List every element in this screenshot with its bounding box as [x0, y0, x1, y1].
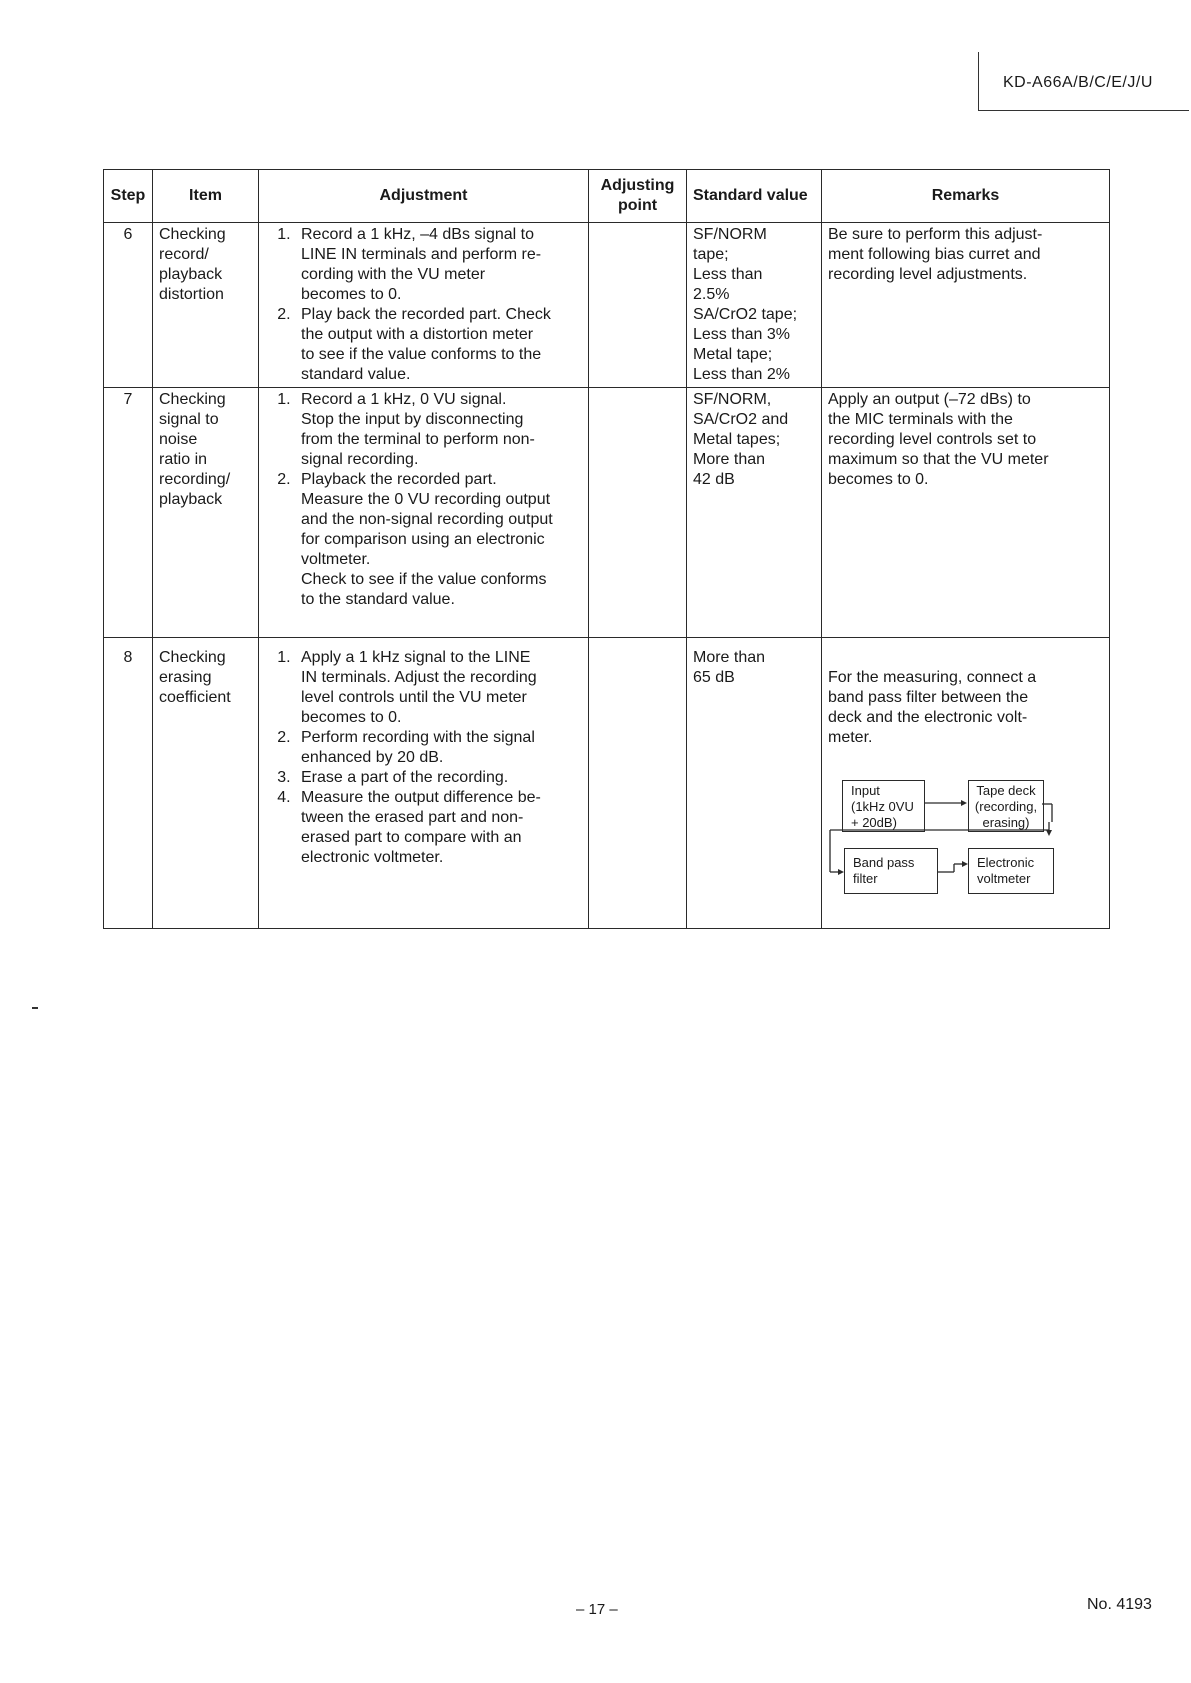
adjustment-cell	[259, 223, 589, 388]
adjustment-step: 3. Erase a part of the recording.	[295, 768, 582, 788]
document-number: No. 4193	[1087, 1596, 1152, 1613]
diagram-voltmeter-box: Electronic voltmeter	[968, 848, 1054, 894]
table-header-row	[104, 170, 1110, 223]
step-number: 7	[104, 388, 153, 638]
adjustment-step: 1. Record a 1 kHz, 0 VU signal. Stop the input by disconnecting from the terminal to perform non- signal recording.	[295, 390, 582, 470]
measurement-diagram	[820, 776, 1080, 906]
adjusting-point	[589, 223, 687, 388]
adjustment-step: 2. Play back the recorded part. Check the output with a distortion meter to see if the value conforms to the standard value.	[295, 305, 582, 385]
table-row	[104, 223, 1110, 388]
adjustment-table	[103, 169, 1110, 929]
adjustment-cell	[259, 388, 589, 638]
standard-value: SF/NORM tape; Less than 2.5% SA/CrO2 tape; Less than 3% Metal tape; Less than 2%	[687, 223, 822, 388]
adjusting-point	[589, 638, 687, 929]
page-number: – 17 –	[576, 1601, 618, 1618]
col-header-standard-value: Standard value	[687, 170, 822, 223]
table-row	[104, 638, 1110, 929]
col-header-step: Step	[104, 170, 153, 223]
col-header-item: Item	[153, 170, 259, 223]
col-header-remarks: Remarks	[822, 170, 1110, 223]
table-row	[104, 388, 1110, 638]
adjusting-point	[589, 388, 687, 638]
item-name: Checking signal to noise ratio in recording/ playback	[153, 388, 259, 638]
remarks-cell	[822, 638, 1110, 929]
adjustment-step: 1. Record a 1 kHz, –4 dBs signal to LINE IN terminals and perform re- cording with the VU meter becomes to 0.	[295, 225, 582, 305]
col-header-adjustment: Adjustment	[259, 170, 589, 223]
margin-mark	[32, 1007, 38, 1009]
adjustment-step: 4. Measure the output difference be- tween the erased part and non- erased part to compare with an electronic voltmeter.	[295, 788, 582, 868]
adjustment-cell	[259, 638, 589, 929]
adjustment-step: 2. Perform recording with the signal enhanced by 20 dB.	[295, 728, 582, 768]
standard-value: More than 65 dB	[687, 638, 822, 929]
diagram-band-pass-box: Band pass filter	[844, 848, 938, 894]
diagram-input-box: Input (1kHz 0VU + 20dB)	[842, 780, 925, 832]
item-name: Checking record/ playback distortion	[153, 223, 259, 388]
col-header-adjusting-point: Adjusting point	[589, 170, 687, 223]
model-number: KD-A66A/B/C/E/J/U	[1003, 74, 1153, 91]
step-number: 8	[104, 638, 153, 929]
standard-value: SF/NORM, SA/CrO2 and Metal tapes; More than 42 dB	[687, 388, 822, 638]
remarks: For the measuring, connect a band pass filter between the deck and the electronic volt- meter.	[828, 669, 1037, 746]
item-name: Checking erasing coefficient	[153, 638, 259, 929]
diagram-tape-deck-box: Tape deck (recording, erasing)	[968, 780, 1044, 832]
step-number: 6	[104, 223, 153, 388]
remarks: Apply an output (–72 dBs) to the MIC terminals with the recording level controls set to maximum so that the VU meter becomes to 0.	[822, 388, 1110, 638]
adjustment-step: 1. Apply a 1 kHz signal to the LINE IN terminals. Adjust the recording level controls until the VU meter becomes to 0.	[295, 648, 582, 728]
remarks: Be sure to perform this adjust- ment following bias curret and recording level adjustments.	[822, 223, 1110, 388]
adjustment-step: 2. Playback the recorded part. Measure the 0 VU recording output and the non-signal recording output for comparison using an electronic voltmeter. Check to see if the value conforms to the standard value.	[295, 470, 582, 610]
